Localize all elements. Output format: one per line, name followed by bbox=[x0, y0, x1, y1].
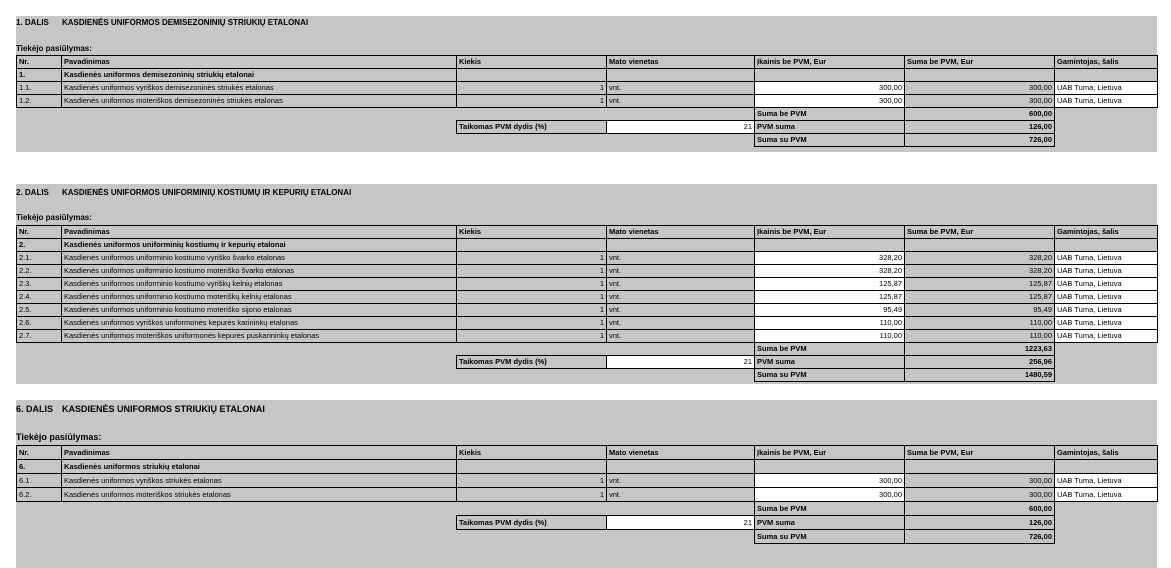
spacer bbox=[1055, 516, 1158, 530]
table-row bbox=[17, 82, 1158, 95]
item-price-input[interactable]: 110,00 bbox=[755, 330, 905, 343]
spacer bbox=[17, 134, 62, 147]
spacer bbox=[17, 356, 62, 369]
spacer bbox=[457, 343, 607, 356]
empty-cell bbox=[457, 69, 607, 82]
spacer bbox=[62, 108, 457, 121]
vat-value: 256,96 bbox=[905, 356, 1055, 369]
item-unit: vnt. bbox=[607, 252, 755, 265]
item-qty: 1 bbox=[457, 95, 607, 108]
sum-row bbox=[17, 343, 1158, 356]
vat-rate-input[interactable]: 21 bbox=[607, 121, 755, 134]
empty-cell bbox=[607, 69, 755, 82]
vat-rate-label: Taikomas PVM dydis (%) bbox=[457, 356, 607, 369]
total-label: Suma su PVM bbox=[755, 134, 905, 147]
total-row bbox=[17, 369, 1158, 382]
sum-label: Suma be PVM bbox=[755, 343, 905, 356]
spacer bbox=[17, 502, 62, 516]
item-maker-input[interactable]: UAB Tuma, Lietuva bbox=[1055, 330, 1158, 343]
table-row bbox=[17, 474, 1158, 488]
table-row bbox=[17, 278, 1158, 291]
item-name: Kasdienės uniformos vyriškos uniformonės kepurės karininkų etalonas bbox=[62, 317, 457, 330]
col-header-qty: Kiekis bbox=[457, 226, 607, 239]
spacer bbox=[62, 121, 457, 134]
item-name: Kasdienės uniformos uniforminio kostiumo vyriško švarko etalonas bbox=[62, 252, 457, 265]
part-number: 2. DALIS bbox=[16, 188, 49, 197]
section-part-6 bbox=[16, 400, 1157, 568]
part-number: 6. DALIS bbox=[16, 404, 54, 414]
col-header-unit: Mato vienetas bbox=[607, 446, 755, 460]
table-header-row bbox=[17, 446, 1158, 460]
item-price-input[interactable]: 328,20 bbox=[755, 265, 905, 278]
vat-value: 126,00 bbox=[905, 121, 1055, 134]
table-row bbox=[17, 330, 1158, 343]
item-nr: 1.1. bbox=[17, 82, 62, 95]
item-sum: 328,20 bbox=[905, 252, 1055, 265]
item-name: Kasdienės uniformos vyriškos striukės etalonas bbox=[62, 474, 457, 488]
spacer bbox=[457, 530, 607, 544]
empty-cell bbox=[1055, 239, 1158, 252]
col-header-name: Pavadinimas bbox=[62, 226, 457, 239]
item-unit: vnt. bbox=[607, 304, 755, 317]
empty-cell bbox=[457, 460, 607, 474]
item-unit: vnt. bbox=[607, 317, 755, 330]
spacer bbox=[1055, 502, 1158, 516]
spacer bbox=[17, 516, 62, 530]
spacer bbox=[17, 369, 62, 382]
spacer bbox=[17, 530, 62, 544]
empty-cell bbox=[755, 69, 905, 82]
vat-rate-label: Taikomas PVM dydis (%) bbox=[457, 121, 607, 134]
item-qty: 1 bbox=[457, 304, 607, 317]
col-header-name: Pavadinimas bbox=[62, 56, 457, 69]
spacer bbox=[1055, 356, 1158, 369]
total-label: Suma su PVM bbox=[755, 530, 905, 544]
item-name: Kasdienės uniformos uniforminio kostiumo moteriškų kelnių etalonas bbox=[62, 291, 457, 304]
spacer bbox=[62, 356, 457, 369]
item-name: Kasdienės uniformos uniforminio kostiumo vyriškų kelnių etalonas bbox=[62, 278, 457, 291]
vat-row bbox=[17, 121, 1158, 134]
col-header-unit: Mato vienetas bbox=[607, 226, 755, 239]
item-nr: 2.5. bbox=[17, 304, 62, 317]
col-header-qty: Kiekis bbox=[457, 446, 607, 460]
spacer bbox=[1055, 369, 1158, 382]
empty-cell bbox=[607, 460, 755, 474]
total-row bbox=[17, 134, 1158, 147]
spacer bbox=[1055, 121, 1158, 134]
empty-cell bbox=[755, 239, 905, 252]
item-nr: 2.2. bbox=[17, 265, 62, 278]
item-name: Kasdienės uniformos moteriškos uniformonės kepurės puskarininkų etalonas bbox=[62, 330, 457, 343]
section-part-2 bbox=[16, 184, 1157, 384]
spacer bbox=[62, 343, 457, 356]
sum-value: 600,00 bbox=[905, 108, 1055, 121]
item-nr: 2.1. bbox=[17, 252, 62, 265]
spacer bbox=[17, 108, 62, 121]
spacer bbox=[457, 108, 607, 121]
item-name: Kasdienės uniformos vyriškos demisezoninės striukės etalonas bbox=[62, 82, 457, 95]
empty-cell bbox=[607, 239, 755, 252]
table-group-row bbox=[17, 239, 1158, 252]
item-sum: 300,00 bbox=[905, 82, 1055, 95]
col-header-maker: Gamintojas, šalis bbox=[1055, 56, 1158, 69]
table-row bbox=[17, 488, 1158, 502]
offer-label: Tiekėjo pasiūlymas: bbox=[16, 44, 92, 53]
item-qty: 1 bbox=[457, 330, 607, 343]
table-row bbox=[17, 252, 1158, 265]
spacer bbox=[457, 502, 607, 516]
group-name: Kasdienės uniformos striukių etalonai bbox=[62, 460, 457, 474]
item-unit: vnt. bbox=[607, 95, 755, 108]
spacer bbox=[607, 502, 755, 516]
item-nr: 6.1. bbox=[17, 474, 62, 488]
col-header-sum: Suma be PVM, Eur bbox=[905, 226, 1055, 239]
item-unit: vnt. bbox=[607, 474, 755, 488]
spacer bbox=[607, 369, 755, 382]
spacer bbox=[62, 369, 457, 382]
item-qty: 1 bbox=[457, 474, 607, 488]
item-unit: vnt. bbox=[607, 278, 755, 291]
item-qty: 1 bbox=[457, 82, 607, 95]
table-row bbox=[17, 95, 1158, 108]
item-qty: 1 bbox=[457, 488, 607, 502]
item-name: Kasdienės uniformos moteriškos demisezoninės striukės etalonas bbox=[62, 95, 457, 108]
item-price-input[interactable]: 300,00 bbox=[755, 82, 905, 95]
col-header-price: Įkainis be PVM, Eur bbox=[755, 226, 905, 239]
item-sum: 125,87 bbox=[905, 291, 1055, 304]
spacer bbox=[1055, 108, 1158, 121]
empty-cell bbox=[1055, 460, 1158, 474]
col-header-nr: Nr. bbox=[17, 56, 62, 69]
empty-cell bbox=[755, 460, 905, 474]
item-qty: 1 bbox=[457, 278, 607, 291]
total-label: Suma su PVM bbox=[755, 369, 905, 382]
spacer bbox=[457, 134, 607, 147]
group-nr: 1. bbox=[17, 69, 62, 82]
empty-cell bbox=[1055, 69, 1158, 82]
sum-row bbox=[17, 108, 1158, 121]
total-value: 1480,59 bbox=[905, 369, 1055, 382]
item-nr: 2.7. bbox=[17, 330, 62, 343]
sum-label: Suma be PVM bbox=[755, 502, 905, 516]
total-value: 726,00 bbox=[905, 134, 1055, 147]
spacer bbox=[1055, 530, 1158, 544]
part-title: KASDIENĖS UNIFORMOS STRIUKIŲ ETALONAI bbox=[62, 404, 265, 414]
spacer bbox=[607, 108, 755, 121]
item-maker-input[interactable]: UAB Tuma, Lietuva bbox=[1055, 278, 1158, 291]
col-header-qty: Kiekis bbox=[457, 56, 607, 69]
col-header-nr: Nr. bbox=[17, 226, 62, 239]
table-group-row bbox=[17, 69, 1158, 82]
sum-label: Suma be PVM bbox=[755, 108, 905, 121]
spacer bbox=[17, 121, 62, 134]
col-header-name: Pavadinimas bbox=[62, 446, 457, 460]
item-qty: 1 bbox=[457, 252, 607, 265]
item-unit: vnt. bbox=[607, 82, 755, 95]
item-qty: 1 bbox=[457, 265, 607, 278]
col-header-nr: Nr. bbox=[17, 446, 62, 460]
spacer bbox=[1055, 343, 1158, 356]
total-row bbox=[17, 530, 1158, 544]
item-nr: 2.3. bbox=[17, 278, 62, 291]
item-maker-input[interactable]: UAB Tuma, Lietuva bbox=[1055, 304, 1158, 317]
item-sum: 110,00 bbox=[905, 317, 1055, 330]
spacer bbox=[62, 134, 457, 147]
item-sum: 110,00 bbox=[905, 330, 1055, 343]
item-name: Kasdienės uniformos uniforminio kostiumo moteriško švarko etalonas bbox=[62, 265, 457, 278]
table-row bbox=[17, 265, 1158, 278]
item-sum: 125,87 bbox=[905, 278, 1055, 291]
spacer bbox=[1055, 134, 1158, 147]
spacer bbox=[62, 530, 457, 544]
col-header-unit: Mato vienetas bbox=[607, 56, 755, 69]
item-sum: 300,00 bbox=[905, 488, 1055, 502]
item-price-input[interactable]: 95,49 bbox=[755, 304, 905, 317]
item-nr: 2.4. bbox=[17, 291, 62, 304]
item-sum: 95,49 bbox=[905, 304, 1055, 317]
item-unit: vnt. bbox=[607, 330, 755, 343]
item-maker-input[interactable]: UAB Tuma, Lietuva bbox=[1055, 252, 1158, 265]
table-row bbox=[17, 304, 1158, 317]
item-price-input[interactable]: 300,00 bbox=[755, 474, 905, 488]
item-nr: 1.2. bbox=[17, 95, 62, 108]
vat-rate-label: Taikomas PVM dydis (%) bbox=[457, 516, 607, 530]
col-header-maker: Gamintojas, šalis bbox=[1055, 446, 1158, 460]
vat-label: PVM suma bbox=[755, 516, 905, 530]
col-header-maker: Gamintojas, šalis bbox=[1055, 226, 1158, 239]
vat-label: PVM suma bbox=[755, 121, 905, 134]
item-maker-input[interactable]: UAB Tuma, Lietuva bbox=[1055, 265, 1158, 278]
item-nr: 2.6. bbox=[17, 317, 62, 330]
item-qty: 1 bbox=[457, 317, 607, 330]
table-header-row bbox=[17, 226, 1158, 239]
vat-value: 126,00 bbox=[905, 516, 1055, 530]
empty-cell bbox=[905, 460, 1055, 474]
vat-rate-input[interactable]: 21 bbox=[607, 516, 755, 530]
vat-rate-input[interactable]: 21 bbox=[607, 356, 755, 369]
sum-value: 1223,63 bbox=[905, 343, 1055, 356]
table-row bbox=[17, 317, 1158, 330]
offer-table bbox=[16, 225, 1158, 382]
col-header-price: Įkainis be PVM, Eur bbox=[755, 56, 905, 69]
spacer bbox=[17, 343, 62, 356]
item-maker-input[interactable]: UAB Tuma, Lietuva bbox=[1055, 488, 1158, 502]
item-price-input[interactable]: 125,87 bbox=[755, 278, 905, 291]
item-name: Kasdienės uniformos moteriškos striukės etalonas bbox=[62, 488, 457, 502]
offer-table bbox=[16, 445, 1158, 544]
item-maker-input[interactable]: UAB Tuma, Lietuva bbox=[1055, 95, 1158, 108]
item-sum: 300,00 bbox=[905, 95, 1055, 108]
sum-row bbox=[17, 502, 1158, 516]
total-value: 726,00 bbox=[905, 530, 1055, 544]
item-price-input[interactable]: 300,00 bbox=[755, 95, 905, 108]
item-price-input[interactable]: 328,20 bbox=[755, 252, 905, 265]
item-unit: vnt. bbox=[607, 291, 755, 304]
item-qty: 1 bbox=[457, 291, 607, 304]
item-price-input[interactable]: 300,00 bbox=[755, 488, 905, 502]
group-nr: 6. bbox=[17, 460, 62, 474]
offer-table bbox=[16, 55, 1158, 147]
table-header-row bbox=[17, 56, 1158, 69]
col-header-price: Įkainis be PVM, Eur bbox=[755, 446, 905, 460]
empty-cell bbox=[457, 239, 607, 252]
table-group-row bbox=[17, 460, 1158, 474]
vat-row bbox=[17, 356, 1158, 369]
offer-label: Tiekėjo pasiūlymas: bbox=[16, 213, 92, 222]
group-name: Kasdienės uniformos demisezoninių striukių etalonai bbox=[62, 69, 457, 82]
item-nr: 6.2. bbox=[17, 488, 62, 502]
spacer bbox=[607, 343, 755, 356]
spacer bbox=[457, 369, 607, 382]
spacer bbox=[62, 516, 457, 530]
spacer bbox=[607, 134, 755, 147]
offer-label: Tiekėjo pasiūlymas: bbox=[16, 432, 102, 442]
item-maker-input[interactable]: UAB Tuma, Lietuva bbox=[1055, 82, 1158, 95]
table-row bbox=[17, 291, 1158, 304]
item-unit: vnt. bbox=[607, 265, 755, 278]
group-nr: 2. bbox=[17, 239, 62, 252]
part-title: KASDIENĖS UNIFORMOS UNIFORMINIŲ KOSTIUMŲ IR KEPURIŲ ETALONAI bbox=[62, 188, 352, 197]
vat-label: PVM suma bbox=[755, 356, 905, 369]
item-price-input[interactable]: 110,00 bbox=[755, 317, 905, 330]
group-name: Kasdienės uniformos uniforminių kostiumų ir kepurių etalonai bbox=[62, 239, 457, 252]
col-header-sum: Suma be PVM, Eur bbox=[905, 446, 1055, 460]
empty-cell bbox=[905, 69, 1055, 82]
item-unit: vnt. bbox=[607, 488, 755, 502]
col-header-sum: Suma be PVM, Eur bbox=[905, 56, 1055, 69]
empty-cell bbox=[905, 239, 1055, 252]
item-sum: 328,20 bbox=[905, 265, 1055, 278]
spacer bbox=[607, 530, 755, 544]
vat-row bbox=[17, 516, 1158, 530]
item-maker-input[interactable]: UAB Tuma, Lietuva bbox=[1055, 317, 1158, 330]
item-name: Kasdienės uniformos uniforminio kostiumo moteriško sijono etalonas bbox=[62, 304, 457, 317]
item-price-input[interactable]: 125,87 bbox=[755, 291, 905, 304]
item-maker-input[interactable]: UAB Tuma, Lietuva bbox=[1055, 291, 1158, 304]
part-number: 1. DALIS bbox=[16, 18, 49, 27]
sum-value: 600,00 bbox=[905, 502, 1055, 516]
section-part-1 bbox=[16, 16, 1157, 152]
spacer bbox=[62, 502, 457, 516]
part-title: KASDIENĖS UNIFORMOS DEMISEZONINIŲ STRIUKIŲ ETALONAI bbox=[62, 18, 309, 27]
item-maker-input[interactable]: UAB Tuma, Lietuva bbox=[1055, 474, 1158, 488]
item-sum: 300,00 bbox=[905, 474, 1055, 488]
